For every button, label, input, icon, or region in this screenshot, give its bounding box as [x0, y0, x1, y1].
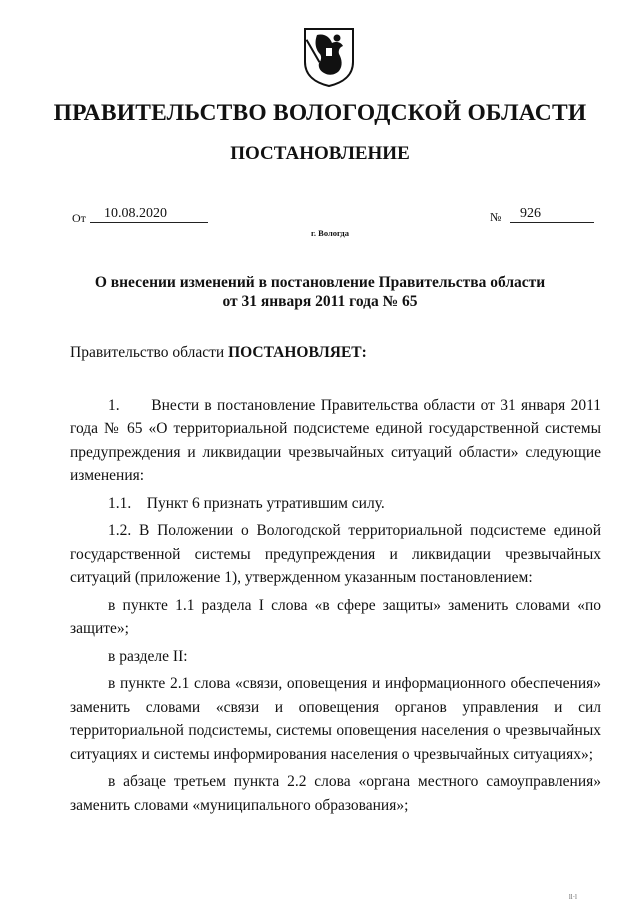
- subject-line-2: от 31 января 2011 года № 65: [222, 293, 418, 310]
- paragraph-1-1: 1.1. Пункт 6 признать утратившим силу.: [108, 494, 385, 512]
- intro-keyword: ПОСТАНОВЛЯЕТ:: [228, 344, 367, 361]
- paragraph-section-1: в пункте 1.1 раздела I слова «в сфере защиты» заменить словами «по защите»;: [70, 596, 601, 637]
- city-name: г. Вологда: [311, 228, 349, 238]
- date-label: От: [72, 211, 86, 225]
- coat-of-arms-icon: [302, 26, 356, 88]
- document-subject: [0, 273, 640, 311]
- paragraph-1: 1. Внести в постановление Правительства области от 31 января 2011 года № 65 «О территориальной подсистеме единой государственной системы предупреждения и ликвидации чрезвычайных ситуаций области» следующие изменения:: [70, 396, 605, 484]
- paragraph-2-1: в пункте 2.1 слова «связи, оповещения и информационного обеспечения» заменить словами «связи и оповещения органов управления и сил территориальной подсистемы, системы оповещения населения о чрезвычайных ситуациях и системы информирования населения о чрезвычайных ситуациях»;: [70, 675, 601, 763]
- document-body: [70, 341, 605, 817]
- organization-title: ПРАВИТЕЛЬСТВО ВОЛОГОДСКОЙ ОБЛАСТИ: [53, 100, 587, 126]
- subject-line-1: О внесении изменений в постановление Правительства области: [94, 274, 546, 291]
- document-number: 926: [510, 206, 594, 223]
- number-label: №: [490, 210, 502, 224]
- page-mark: ll·l: [568, 893, 577, 901]
- document-date: 10.08.2020: [90, 206, 208, 223]
- resolution-intro: [70, 341, 601, 365]
- paragraph-section-2: в разделе II:: [108, 647, 188, 665]
- paragraph-1-2: 1.2. В Положении о Вологодской территориальной подсистеме единой государственной системы предупреждения и ликвидации чрезвычайных ситуаций (приложение 1), утвержденном указанным постановлением:: [70, 522, 601, 586]
- paragraph-2-2: в абзаце третьем пункта 2.2 слова «органа местного самоуправления» заменить словами «муниципального образования»;: [70, 773, 601, 814]
- document-type: ПОСТАНОВЛЕНИЕ: [230, 143, 410, 164]
- intro-text: Правительство области: [70, 344, 229, 361]
